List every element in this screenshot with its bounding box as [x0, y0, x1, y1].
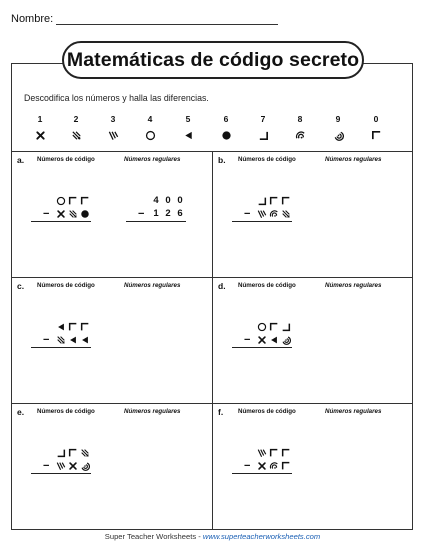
problem-letter: a. [17, 155, 25, 165]
answer-line [232, 221, 292, 222]
corner-tl-icon [268, 321, 280, 333]
code-problem [31, 446, 91, 474]
key-number: 5 [185, 114, 191, 124]
corner-br-icon [280, 321, 292, 333]
corner-tl-icon [268, 195, 280, 207]
key-entry [66, 113, 86, 143]
code-header: Números de código [238, 282, 296, 289]
corner-tl-icon [67, 321, 79, 333]
corner-tl-icon [79, 321, 91, 333]
name-label: Nombre: [11, 13, 54, 25]
code-problem [232, 194, 292, 222]
minus-sign: − [138, 207, 145, 220]
name-line[interactable] [56, 14, 278, 25]
corner-br-icon [253, 127, 273, 143]
regular-digit: 4 [153, 195, 159, 206]
minus-sign: − [244, 333, 251, 346]
footer-link[interactable]: www.superteacherworksheets.com [202, 532, 321, 541]
key-number: 6 [223, 114, 229, 124]
problem-letter: f. [218, 407, 224, 417]
x-icon [256, 334, 268, 346]
instructions: Descodifica los números y halla las diferencias. [24, 93, 209, 103]
answer-line [31, 347, 91, 348]
key-number: 4 [147, 114, 153, 124]
regular-header: Números regulares [325, 282, 382, 289]
dot-icon [216, 127, 236, 143]
footer [0, 532, 425, 541]
problem-letter: b. [218, 155, 226, 165]
regular-header: Números regulares [124, 282, 181, 289]
bolt-icon [67, 208, 79, 220]
problem-cell [11, 278, 212, 404]
corner-tl-icon [67, 447, 79, 459]
corner-br-icon [256, 195, 268, 207]
key-number: 2 [73, 114, 79, 124]
key-entry [253, 113, 273, 143]
circle-icon [55, 195, 67, 207]
code-problem [31, 320, 91, 348]
minus-sign: − [43, 459, 50, 472]
answer-line [126, 221, 186, 222]
bolt-icon [66, 127, 86, 143]
key-entry [140, 113, 160, 143]
bolt-icon [55, 334, 67, 346]
bolt-icon [280, 208, 292, 220]
triangle-icon [67, 334, 79, 346]
key-number: 1 [37, 114, 43, 124]
key-number: 0 [373, 114, 379, 124]
regular-header: Números regulares [124, 156, 181, 163]
key-entry [30, 113, 50, 143]
regular-digit: 6 [177, 208, 183, 219]
problem-cell [212, 152, 413, 278]
triangle-icon [79, 334, 91, 346]
circle-icon [140, 127, 160, 143]
triangle-icon [178, 127, 198, 143]
code-header: Números de código [37, 282, 95, 289]
code-header: Números de código [37, 156, 95, 163]
corner-tl-icon [280, 460, 292, 472]
key-entry [290, 113, 310, 143]
name-field-row [11, 13, 278, 25]
moon-icon [79, 460, 91, 472]
key-entry [103, 113, 123, 143]
key-entry [328, 113, 348, 143]
key-number: 7 [260, 114, 266, 124]
key-number: 8 [297, 114, 303, 124]
x-icon [67, 460, 79, 472]
minus-sign: − [43, 207, 50, 220]
problem-cell [212, 278, 413, 404]
swirl-icon [268, 208, 280, 220]
problem-letter: e. [17, 407, 25, 417]
code-problem [31, 194, 91, 222]
corner-tl-icon [280, 447, 292, 459]
triple-icon [55, 460, 67, 472]
minus-sign: − [43, 333, 50, 346]
regular-header: Números regulares [124, 408, 181, 415]
x-icon [55, 208, 67, 220]
regular-problem [126, 194, 186, 222]
moon-icon [328, 127, 348, 143]
key-number: 3 [110, 114, 116, 124]
answer-line [31, 221, 91, 222]
answer-line [31, 473, 91, 474]
problem-cell [11, 404, 212, 530]
x-icon [30, 127, 50, 143]
regular-digit: 0 [177, 195, 183, 206]
corner-tl-icon [366, 127, 386, 143]
problem-letter: d. [218, 281, 226, 291]
footer-text: Super Teacher Worksheets - [104, 532, 203, 541]
regular-header: Números regulares [325, 156, 382, 163]
triple-icon [256, 208, 268, 220]
corner-br-icon [55, 447, 67, 459]
key-number: 9 [335, 114, 341, 124]
x-icon [256, 460, 268, 472]
code-header: Números de código [37, 408, 95, 415]
corner-tl-icon [79, 195, 91, 207]
answer-line [232, 473, 292, 474]
problem-cell [11, 152, 212, 278]
minus-sign: − [244, 207, 251, 220]
regular-header: Números regulares [325, 408, 382, 415]
regular-digit: 2 [165, 208, 171, 219]
triangle-icon [55, 321, 67, 333]
code-problem [232, 446, 292, 474]
code-header: Números de código [238, 408, 296, 415]
code-problem [232, 320, 292, 348]
problem-letter: c. [17, 281, 25, 291]
key-entry [178, 113, 198, 143]
triple-icon [256, 447, 268, 459]
triangle-icon [268, 334, 280, 346]
corner-tl-icon [268, 447, 280, 459]
key-entry [366, 113, 386, 143]
swirl-icon [290, 127, 310, 143]
minus-sign: − [244, 459, 251, 472]
triple-icon [103, 127, 123, 143]
key-entry [216, 113, 236, 143]
moon-icon [280, 334, 292, 346]
bolt-icon [79, 447, 91, 459]
circle-icon [256, 321, 268, 333]
swirl-icon [268, 460, 280, 472]
worksheet-title: Matemáticas de código secreto [62, 41, 364, 79]
regular-digit: 1 [153, 208, 159, 219]
dot-icon [79, 208, 91, 220]
code-header: Números de código [238, 156, 296, 163]
answer-line [232, 347, 292, 348]
regular-digit: 0 [165, 195, 171, 206]
problem-cell [212, 404, 413, 530]
corner-tl-icon [280, 195, 292, 207]
corner-tl-icon [67, 195, 79, 207]
